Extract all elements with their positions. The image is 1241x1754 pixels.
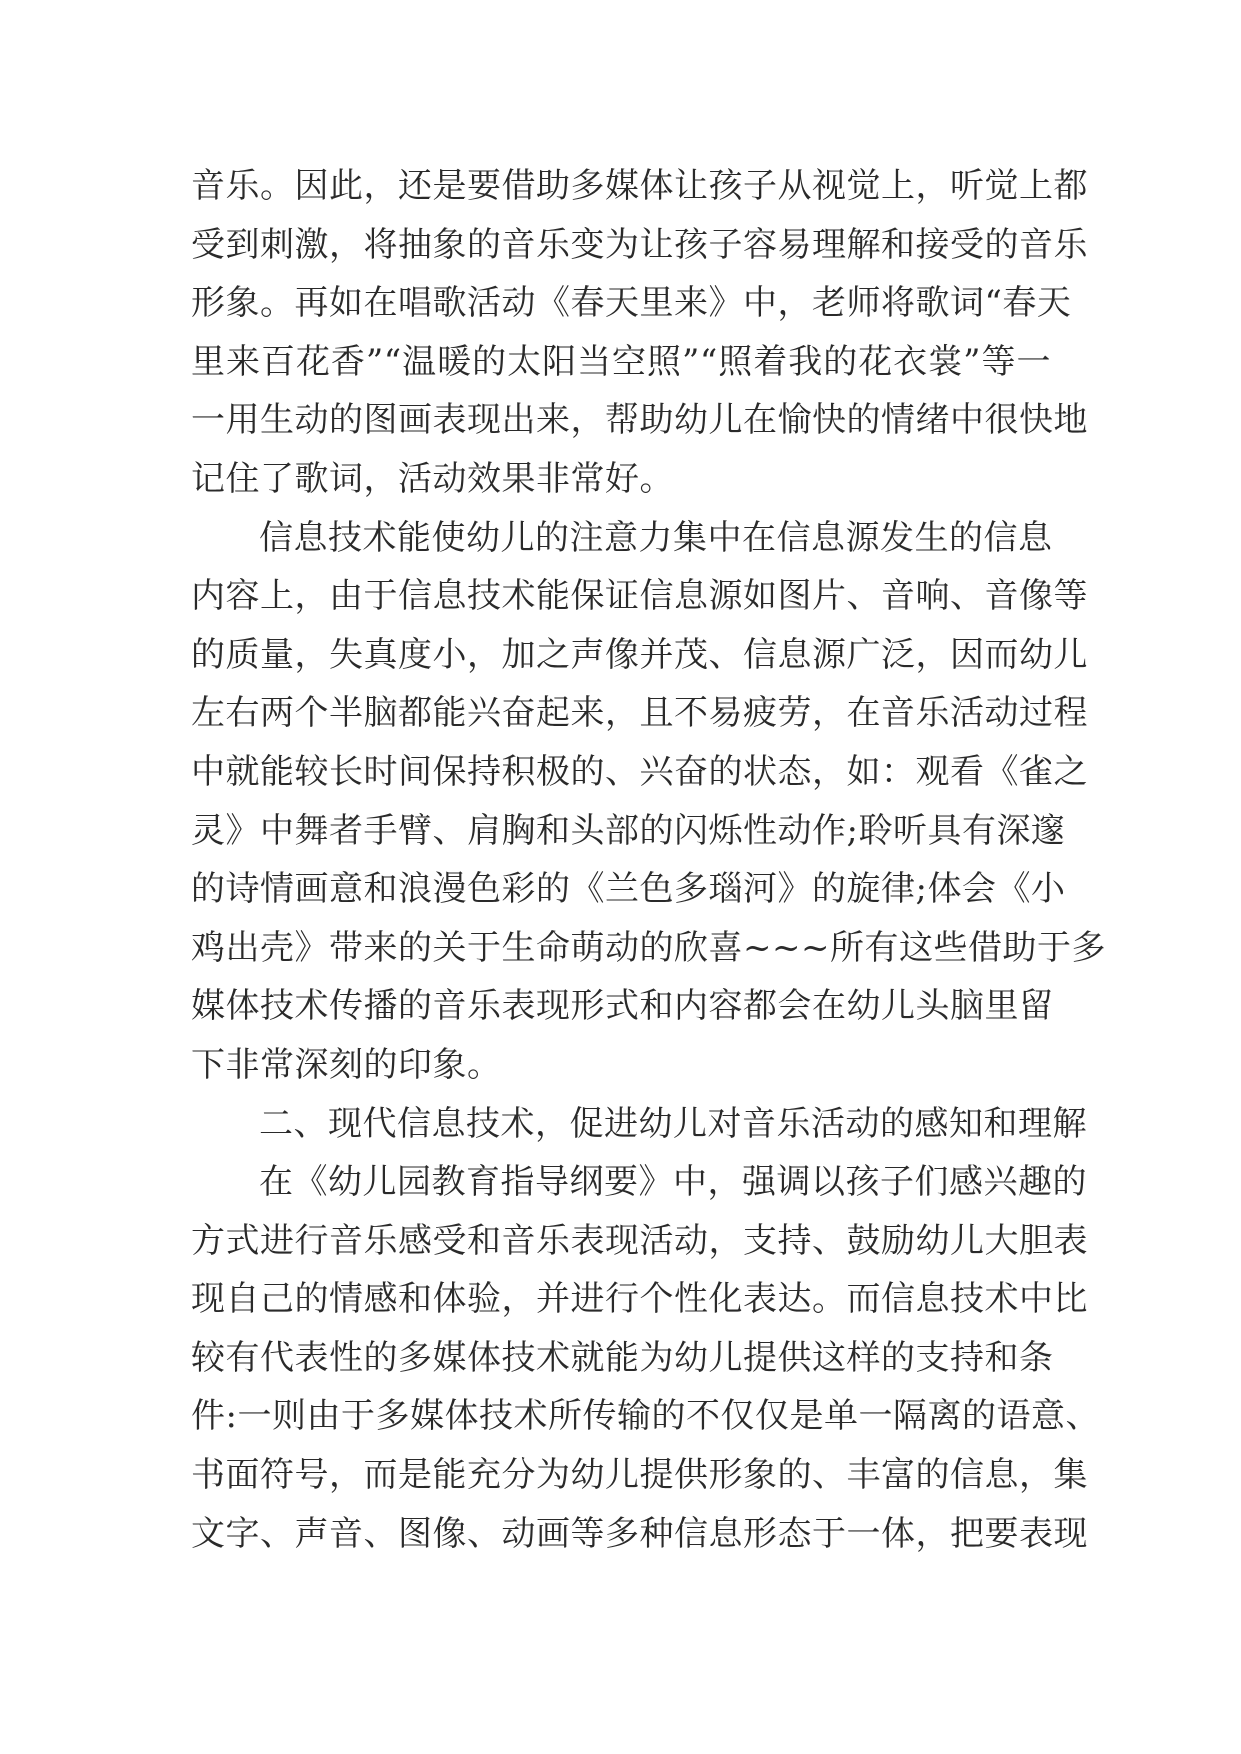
text-line: 下非常深刻的印象。 xyxy=(191,1044,502,1085)
text-line: 方式进行音乐感受和音乐表现活动，支持、鼓励幼儿大胆表 xyxy=(191,1220,1088,1261)
text-line: 媒体技术传播的音乐表现形式和内容都会在幼儿头脑里留 xyxy=(191,986,1054,1027)
body-text xyxy=(191,157,1106,1563)
text-line: 内容上，由于信息技术能保证信息源如图片、音响、音像等 xyxy=(191,576,1088,617)
paragraph-start-line: 在《幼儿园教育指导纲要》中，强调以孩子们感兴趣的 xyxy=(259,1162,1087,1203)
text-line: 里来百花香”“温暖的太阳当空照”“照着我的花衣裳”等一 xyxy=(191,341,1051,382)
text-line: 较有代表性的多媒体技术就能为幼儿提供这样的支持和条 xyxy=(191,1337,1054,1378)
text-line: 件:一则由于多媒体技术所传输的不仅仅是单一隔离的语意、 xyxy=(191,1396,1100,1437)
text-line: 灵》中舞者手臂、肩胸和头部的闪烁性动作;聆听具有深邃 xyxy=(191,810,1066,851)
text-line: 记住了歌词，活动效果非常好。 xyxy=(191,458,674,499)
text-line: 一用生动的图画表现出来，帮助幼儿在愉快的情绪中很快地 xyxy=(191,400,1088,441)
text-line: 的质量，失真度小，加之声像并茂、信息源广泛，因而幼儿 xyxy=(191,634,1088,675)
text-line: 形象。再如在唱歌活动《春天里来》中，老师将歌词“春天 xyxy=(191,283,1072,324)
section-heading: 二、现代信息技术，促进幼儿对音乐活动的感知和理解 xyxy=(259,1103,1087,1144)
text-line: 的诗情画意和浪漫色彩的《兰色多瑙河》的旋律;体会《小 xyxy=(191,869,1066,910)
text-line: 文字、声音、图像、动画等多种信息形态于一体，把要表现 xyxy=(191,1513,1088,1554)
text-line: 中就能较长时间保持积极的、兴奋的状态，如：观看《雀之 xyxy=(191,751,1088,792)
text-line: 音乐。因此，还是要借助多媒体让孩子从视觉上，听觉上都 xyxy=(191,166,1088,206)
paragraph-start-line: 信息技术能使幼儿的注意力集中在信息源发生的信息 xyxy=(259,517,1053,558)
text-line: 现自己的情感和体验，并进行个性化表达。而信息技术中比 xyxy=(191,1279,1088,1320)
text-line: 左右两个半脑都能兴奋起来，且不易疲劳，在音乐活动过程 xyxy=(191,693,1088,734)
text-line: 书面符号，而是能充分为幼儿提供形象的、丰富的信息，集 xyxy=(191,1455,1088,1496)
text-line: 受到刺激，将抽象的音乐变为让孩子容易理解和接受的音乐 xyxy=(191,224,1088,265)
text-line: 鸡出壳》带来的关于生命萌动的欣喜~~~所有这些借助于多 xyxy=(191,927,1106,968)
